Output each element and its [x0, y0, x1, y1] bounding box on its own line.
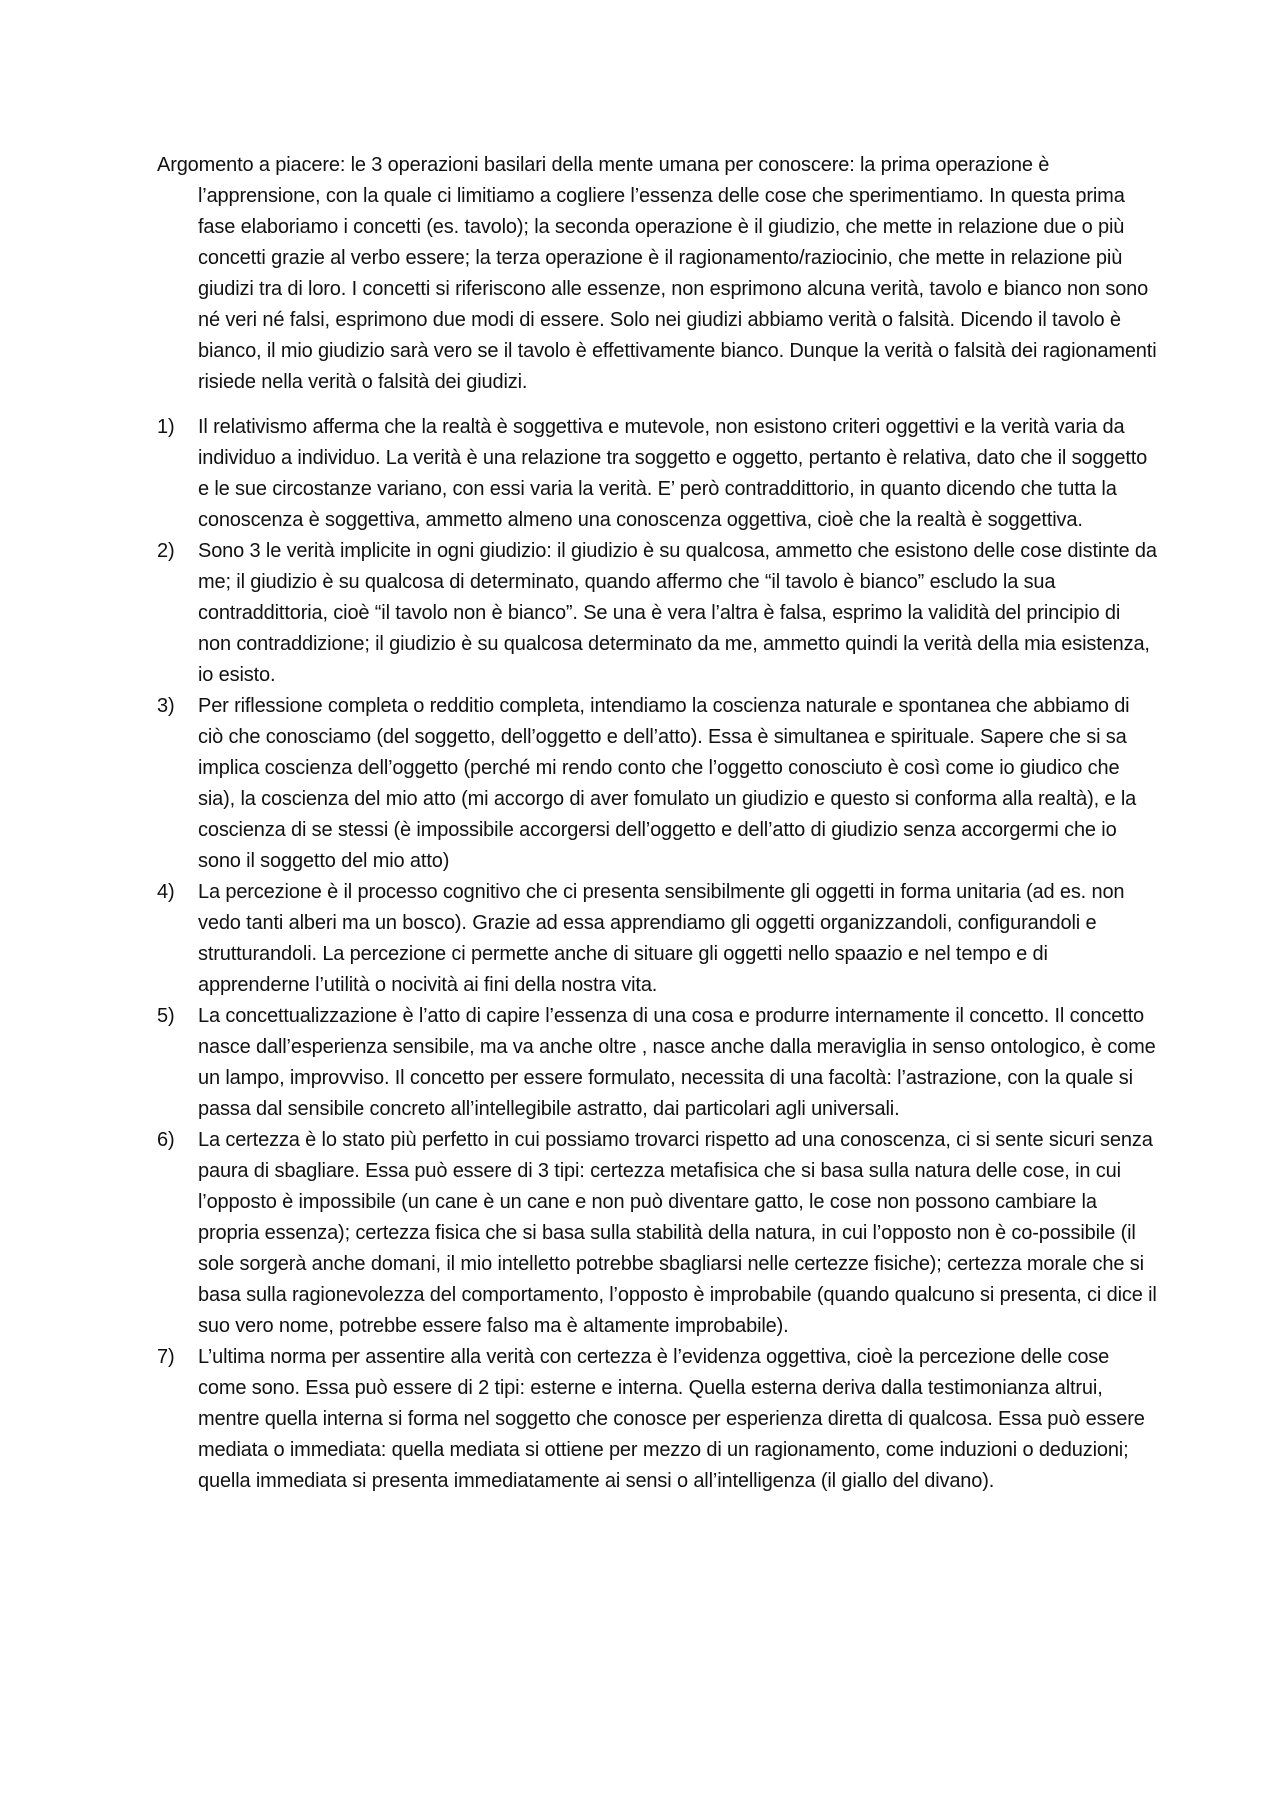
list-item-number: 3) [157, 695, 175, 717]
list-item-text: La concettualizzazione è l’atto di capire l’essenza di una cosa e produrre internamente il concetto. Il concetto nasce dall’esperienza sensibile, ma va anche oltre , nasce anche dalla meraviglia in senso ontologico, è come un lampo, improvviso. Il concetto per essere formulato, necessita di una facoltà: l’astrazione, con la quale si passa dal sensibile concreto all’intellegibile astratto, dai particolari agli universali. [198, 1005, 1156, 1120]
list-item-text: La percezione è il processo cognitivo che ci presenta sensibilmente gli oggetti in forma unitaria (ad es. non vedo tanti alberi ma un bosco). Grazie ad essa apprendiamo gli oggetti organizzandoli, configurandoli e strutturandoli. La percezione ci permette anche di situare gli oggetti nello spaazio e nel tempo e di apprenderne l’utilità o nocività ai fini della nostra vita. [198, 881, 1125, 996]
intro-paragraph: Argomento a piacere: le 3 operazioni basilari della mente umana per conoscere: la prima operazione è l’apprensione, con la quale ci limitiamo a cogliere l’essenza delle cose che sperimentiamo. In questa prima fase elaboriamo i concetti (es. tavolo); la seconda operazione è il giudizio, che mette in relazione due o più concetti grazie al verbo essere; la terza operazione è il ragionamento/raziocinio, che mette in relazione più giudizi tra di loro. I concetti si riferiscono alle essenze, non esprimono alcuna verità, tavolo e bianco non sono né veri né falsi, esprimono due modi di essere. Solo nei giudizi abbiamo verità o falsità. Dicendo il tavolo è bianco, il mio giudizio sarà vero se il tavolo è effettivamente bianco. Dunque la verità o falsità dei ragionamenti risiede nella verità o falsità dei giudizi. [157, 154, 1157, 393]
list-item [157, 1342, 1157, 1497]
list-item-text: Sono 3 le verità implicite in ogni giudizio: il giudizio è su qualcosa, ammetto che esistono delle cose distinte da me; il giudizio è su qualcosa di determinato, quando affermo che “il tavolo è bianco” escludo la sua contraddittoria, cioè “il tavolo non è bianco”. Se una è vera l’altra è falsa, esprimo la validità del principio di non contraddizione; il giudizio è su qualcosa determinato da me, ammetto quindi la verità della mia esistenza, io esisto. [198, 540, 1157, 686]
list-item-text: La certezza è lo stato più perfetto in cui possiamo trovarci rispetto ad una conoscenza, ci si sente sicuri senza paura di sbagliare. Essa può essere di 3 tipi: certezza metafisica che si basa sulla natura delle cose, in cui l’opposto è impossibile (un cane è un cane e non può diventare gatto, le cose non possono cambiare la propria essenza); certezza fisica che si basa sulla stabilità della natura, in cui l’opposto non è co-possibile (il sole sorgerà anche domani, il mio intelletto potrebbe sbagliarsi nelle certezze fisiche); certezza morale che si basa sulla ragionevolezza del comportamento, l’opposto è improbabile (quando qualcuno si presenta, ci dice il suo vero nome, potrebbe essere falso ma è altamente improbabile). [198, 1129, 1157, 1337]
document-page [157, 150, 1157, 1497]
list-item-text: Il relativismo afferma che la realtà è soggettiva e mutevole, non esistono criteri oggettivi e la verità varia da individuo a individuo. La verità è una relazione tra soggetto e oggetto, pertanto è relativa, dato che il soggetto e le sue circostanze variano, con essi varia la verità. E’ però contraddittorio, in quanto dicendo che tutta la conoscenza è soggettiva, ammetto almeno una conoscenza oggettiva, cioè che la realtà è soggettiva. [198, 416, 1148, 531]
list-item-number: 6) [157, 1129, 175, 1151]
list-item [157, 1125, 1157, 1342]
list-item-number: 2) [157, 540, 175, 562]
list-item-number: 4) [157, 881, 175, 903]
numbered-list [157, 412, 1157, 1497]
list-item-number: 7) [157, 1346, 175, 1368]
list-item [157, 1001, 1157, 1125]
list-item [157, 536, 1157, 691]
list-item [157, 412, 1157, 536]
list-item-text: L’ultima norma per assentire alla verità con certezza è l’evidenza oggettiva, cioè la percezione delle cose come sono. Essa può essere di 2 tipi: esterne e interna. Quella esterna deriva dalla testimonianza altrui, mentre quella interna si forma nel soggetto che conosce per esperienza diretta di qualcosa. Essa può essere mediata o immediata: quella mediata si ottiene per mezzo di un ragionamento, come induzioni o deduzioni; quella immediata si presenta immediatamente ai sensi o all’intelligenza (il giallo del divano). [198, 1346, 1145, 1492]
list-item [157, 691, 1157, 877]
list-item-text: Per riflessione completa o redditio completa, intendiamo la coscienza naturale e spontanea che abbiamo di ciò che conosciamo (del soggetto, dell’oggetto e dell’atto). Essa è simultanea e spirituale. Sapere che si sa implica coscienza dell’oggetto (perché mi rendo conto che l’oggetto conosciuto è così come io giudico che sia), la coscienza del mio atto (mi accorgo di aver fomulato un giudizio e questo si conforma alla realtà), e la coscienza di se stessi (è impossibile accorgersi dell’oggetto e dell’atto di giudizio senza accorgermi che io sono il soggetto del mio atto) [198, 695, 1137, 872]
list-item-number: 1) [157, 416, 175, 438]
list-item-number: 5) [157, 1005, 175, 1027]
list-item [157, 877, 1157, 1001]
